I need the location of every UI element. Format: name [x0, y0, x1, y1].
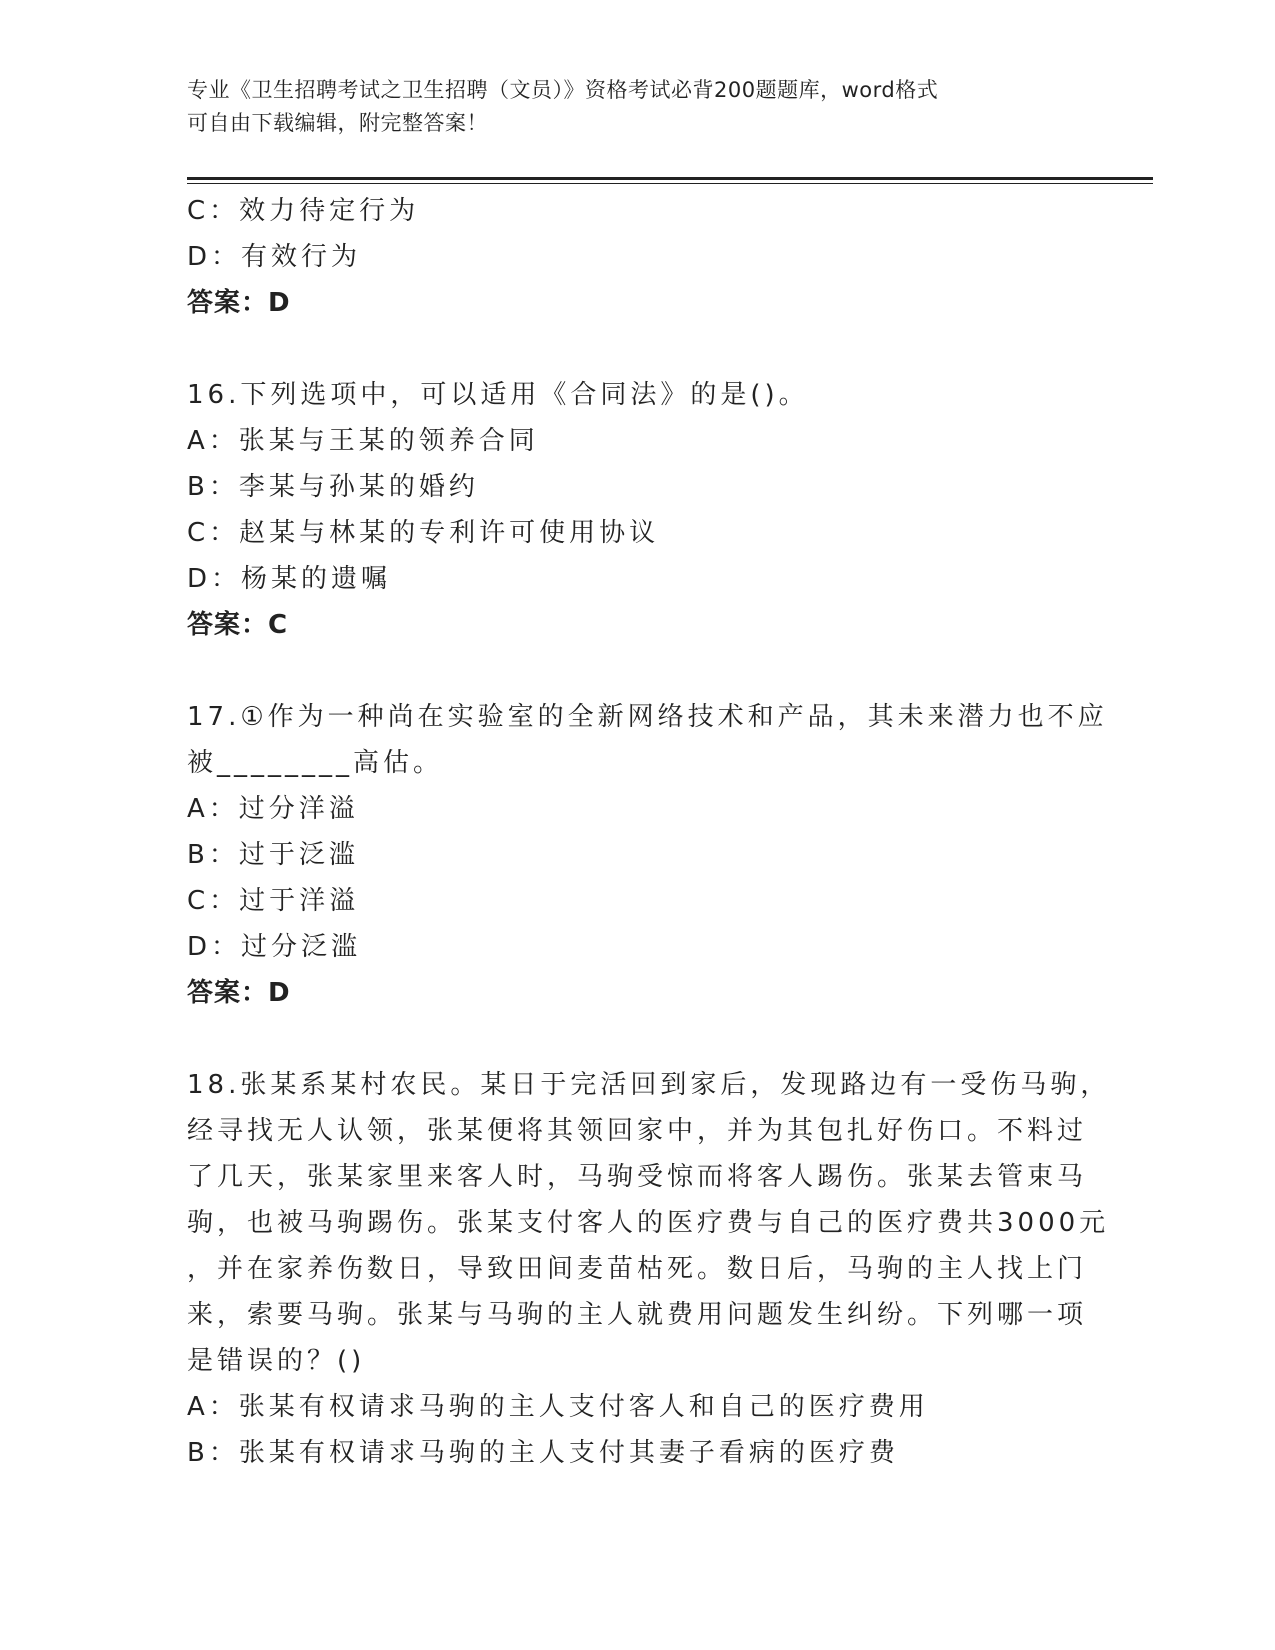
question-stem-line-2: 被________高估。 [187, 748, 444, 778]
option-d: D：过分泛滥 [187, 932, 362, 962]
question-stem-line-5: ，并在家养伤数日，导致田间麦苗枯死。数日后，马驹的主人找上门 [187, 1254, 1088, 1284]
option-d: D：杨某的遗嘱 [187, 564, 392, 594]
question-stem-line-1: 18.张某系某村农民。某日于完活回到家后，发现路边有一受伤马驹， [187, 1070, 1111, 1100]
document-header [187, 74, 1067, 140]
question-stem-line-4: 驹，也被马驹踢伤。张某支付客人的医疗费与自己的医疗费共3000元 [187, 1208, 1110, 1238]
header-divider-thick [187, 177, 1153, 180]
question-stem-line-6: 来，索要马驹。张某与马驹的主人就费用问题发生纠纷。下列哪一项 [187, 1300, 1088, 1330]
header-divider-thin [187, 183, 1153, 184]
question-17 [187, 694, 1108, 1016]
question-18 [187, 1062, 1111, 1476]
question-16 [187, 372, 1077, 648]
answer-label: 答案：D [187, 288, 291, 318]
header-line-2: 可自由下载编辑，附完整答案！ [187, 111, 488, 135]
question-stem-line-2: 经寻找无人认领，张某便将其领回家中，并为其包扎好伤口。不料过 [187, 1116, 1088, 1146]
option-b: B：过于泛滥 [187, 840, 359, 870]
option-a: A：张某与王某的领养合同 [187, 426, 539, 456]
option-a: A：张某有权请求马驹的主人支付客人和自己的医疗费用 [187, 1392, 929, 1422]
option-c: C：效力待定行为 [187, 196, 420, 226]
question-list [187, 188, 1111, 1476]
option-d: D：有效行为 [187, 242, 362, 272]
answer-label: 答案：C [187, 610, 289, 640]
header-line-1: 专业《卫生招聘考试之卫生招聘（文员）》资格考试必背200题题库，word格式 [187, 78, 939, 102]
option-b: B：张某有权请求马驹的主人支付其妻子看病的医疗费 [187, 1438, 899, 1468]
question-stem: 16.下列选项中，可以适用《合同法》的是()。 [187, 380, 809, 410]
answer-label: 答案：D [187, 978, 291, 1008]
option-c: C：赵某与林某的专利许可使用协议 [187, 518, 660, 548]
question-15-tail [187, 188, 1077, 326]
question-stem-line-7: 是错误的？() [187, 1346, 366, 1376]
option-c: C：过于洋溢 [187, 886, 360, 916]
option-a: A：过分洋溢 [187, 794, 359, 824]
question-stem-line-1: 17.①作为一种尚在实验室的全新网络技术和产品，其未来潜力也不应 [187, 702, 1108, 732]
question-stem-line-3: 了几天，张某家里来客人时，马驹受惊而将客人踢伤。张某去管束马 [187, 1162, 1088, 1192]
option-b: B：李某与孙某的婚约 [187, 472, 479, 502]
